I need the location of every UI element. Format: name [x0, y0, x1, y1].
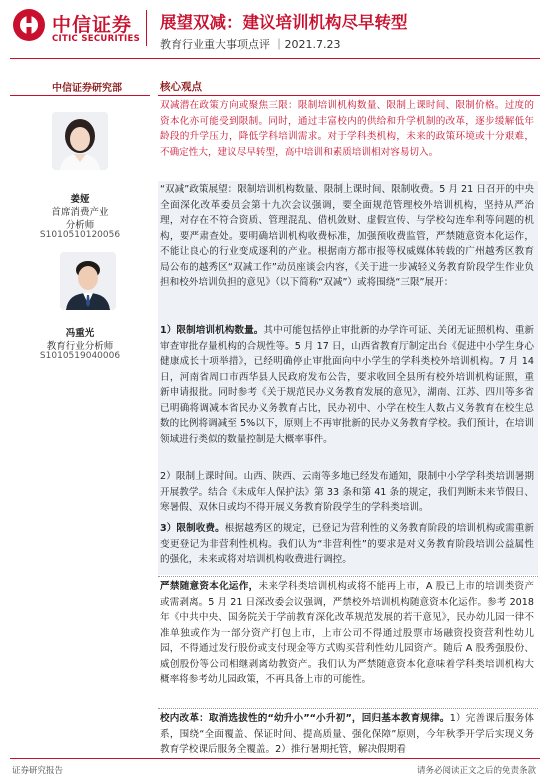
school-reform-text: 1）完善课后服务体系，围绕“全面覆盖、保证时间、提高质量、强化保障”原则，今年秋季开学后实现义务教育学校课后服务全覆盖。2）推行暑期托管，解决假期看	[160, 713, 534, 755]
school-reform-paragraph	[160, 711, 534, 757]
limit-fees-lead: 3）限制收费。	[160, 523, 225, 534]
analyst-photo-1	[52, 112, 108, 170]
section-divider-2	[158, 708, 538, 709]
analyst-name-1: 姜娅	[70, 194, 90, 205]
report-title: 展望双减：建议培训机构尽早转型	[160, 13, 408, 32]
research-dept-heading: 中信证券研究部	[52, 83, 122, 94]
limit-institutions-lead: 1）限制培训机构数量。	[160, 325, 264, 336]
analyst-role-1a: 首席消费产业	[51, 207, 109, 218]
analyst-name-2: 冯重光	[65, 328, 95, 339]
footer-report-type: 证券研究报告	[12, 766, 64, 776]
footer-rule	[10, 758, 540, 759]
limit-institutions-paragraph	[160, 323, 534, 447]
analyst-code-1: S1010510120056	[39, 230, 121, 240]
limit-fees-paragraph	[160, 521, 534, 568]
capitalization-lead: 严禁随意资本化运作，	[160, 581, 259, 592]
logo-english-text: CITIC SECURITIES	[52, 34, 141, 44]
analyst-photo-2	[60, 252, 116, 310]
header-divider	[146, 10, 147, 46]
right-heading-rule	[158, 95, 540, 96]
summary-paragraph: 双减潜在政策方向或聚焦三限：限制培训机构数量、限制上课时间、限制价格。过度的资本化亦可能受到限制。同时，通过丰富校内的供给和升学机制的改革，逐步缓解低年龄段的升学压力，降低学科培训需求。对于学科类机构，未来的政策环境或十分艰难，不确定性大，建议尽早转型，高中培训和素质培训相对容易切入。	[160, 100, 534, 158]
logo-chinese-text: 中信证券	[52, 14, 133, 36]
limit-time-paragraph: 2）限制上课时间。山西、陕西、云南等多地已经发布通知，限制中小学学科类培训暑期开展教学。结合《未成年人保护法》第 33 条和第 41 条的规定，我们判断未来节假日、寒暑假、双休日或均不得开展义务教育阶段学生的学科类培训。	[160, 471, 534, 513]
left-heading-rule	[10, 95, 150, 96]
header-rule	[10, 58, 540, 59]
limit-fees-text: 根据越秀区的规定，已登记为营利性的义务教育阶段的培训机构或需重新变更登记为非营利性机构。我们认为“非营利性”的要求是对义务教育阶段培训公益属性的强化，未来或将对培训机构收费进行调控。	[160, 523, 534, 565]
report-subtitle: 教育行业重大事项点评 ｜2021.7.23	[160, 38, 341, 51]
section-divider-1	[158, 576, 538, 577]
analyst-role-2a: 教育行业分析师	[46, 341, 114, 352]
analyst-code-2: S1010519040006	[39, 351, 121, 361]
citic-logo-icon	[12, 8, 46, 42]
policy-outlook-paragraph: “双减”政策展望：限制培训机构数量、限制上课时间、限制收费。5 月 21 日召开的中央全面深化改革委员会第十九次会议强调，要全面规范管理校外培训机构，坚持从严治理，对存在不符合资质、管理混乱、借机敛财、虚假宣传、与学校勾连牟利等问题的机构，要严肃查处。要明确培训机构收费标准，加强预收费监管，严禁随意资本化运作，不能让良心的行业变成逐利的产业。根据南方都市报等权威媒体转载的广州越秀区教育局公布的越秀区“双减工作”动员座谈会内容，《关于进一步减轻义务教育阶段学生作业负担和校外培训负担的意见》（以下简称“双减”）或将围绕“三限”展开：	[160, 184, 534, 288]
analyst-role-1b: 分析师	[65, 220, 95, 231]
capitalization-text: 未来学科类培训机构或将不能再上市，A 股已上市的培训类资产或需剥离。5 月 21 日深改委会议强调，严禁校外培训机构随意资本化运作。参考 2018 年《中共中央、国务院关于学前教育深化改革规范发展的若干意见》，民办幼儿园一律不准单独或作为一部分资产打包上市，上市公司不得通过股票市场融资投资营利性幼儿园，不得通过发行股份或支付现金等方式购买营利性幼儿园资产。随后 A 股秀强股份、威创股份等公司相继剥离幼教资产。我们认为严禁随意资本化意味着学科类培训机构大概率将参考幼儿园政策，不再具备上市的可能性。	[160, 581, 534, 685]
capitalization-paragraph	[160, 579, 534, 688]
footer-disclaimer: 请务必阅读正文之后的免责条款	[416, 766, 536, 776]
core-view-heading: 核心观点	[160, 81, 202, 93]
school-reform-lead: 校内改革：取消选拔性的“幼升小”“小升初”，回归基本教育规律。	[160, 713, 450, 724]
limit-institutions-text: 其中可能包括停止审批新的办学许可证、关闭无证照机构、重新审查审批存量机构的合规性等。5 月 17 日，山西省教育厅制定出台《促进中小学生身心健康成长十项举措》，已经明确停止审批面向中小学生的学科类校外培训机构。7 月 14 日，河南省周口市西华县人民政府发布公告，要求收回全县所有校外培训机构证照，重新申请报批。同时参考《关于规范民办义务教育发展的意见》，湖南、江苏、四川等多省已明确将调减本省民办义务教育占比，民办初中、小学在校生人数占义务教育在校生总数的比例将调减至 5%以下，原则上不再审批新的民办义务教育学校。我们预计，在培训领域进行类似的数量控制是大概率事件。	[160, 325, 535, 445]
